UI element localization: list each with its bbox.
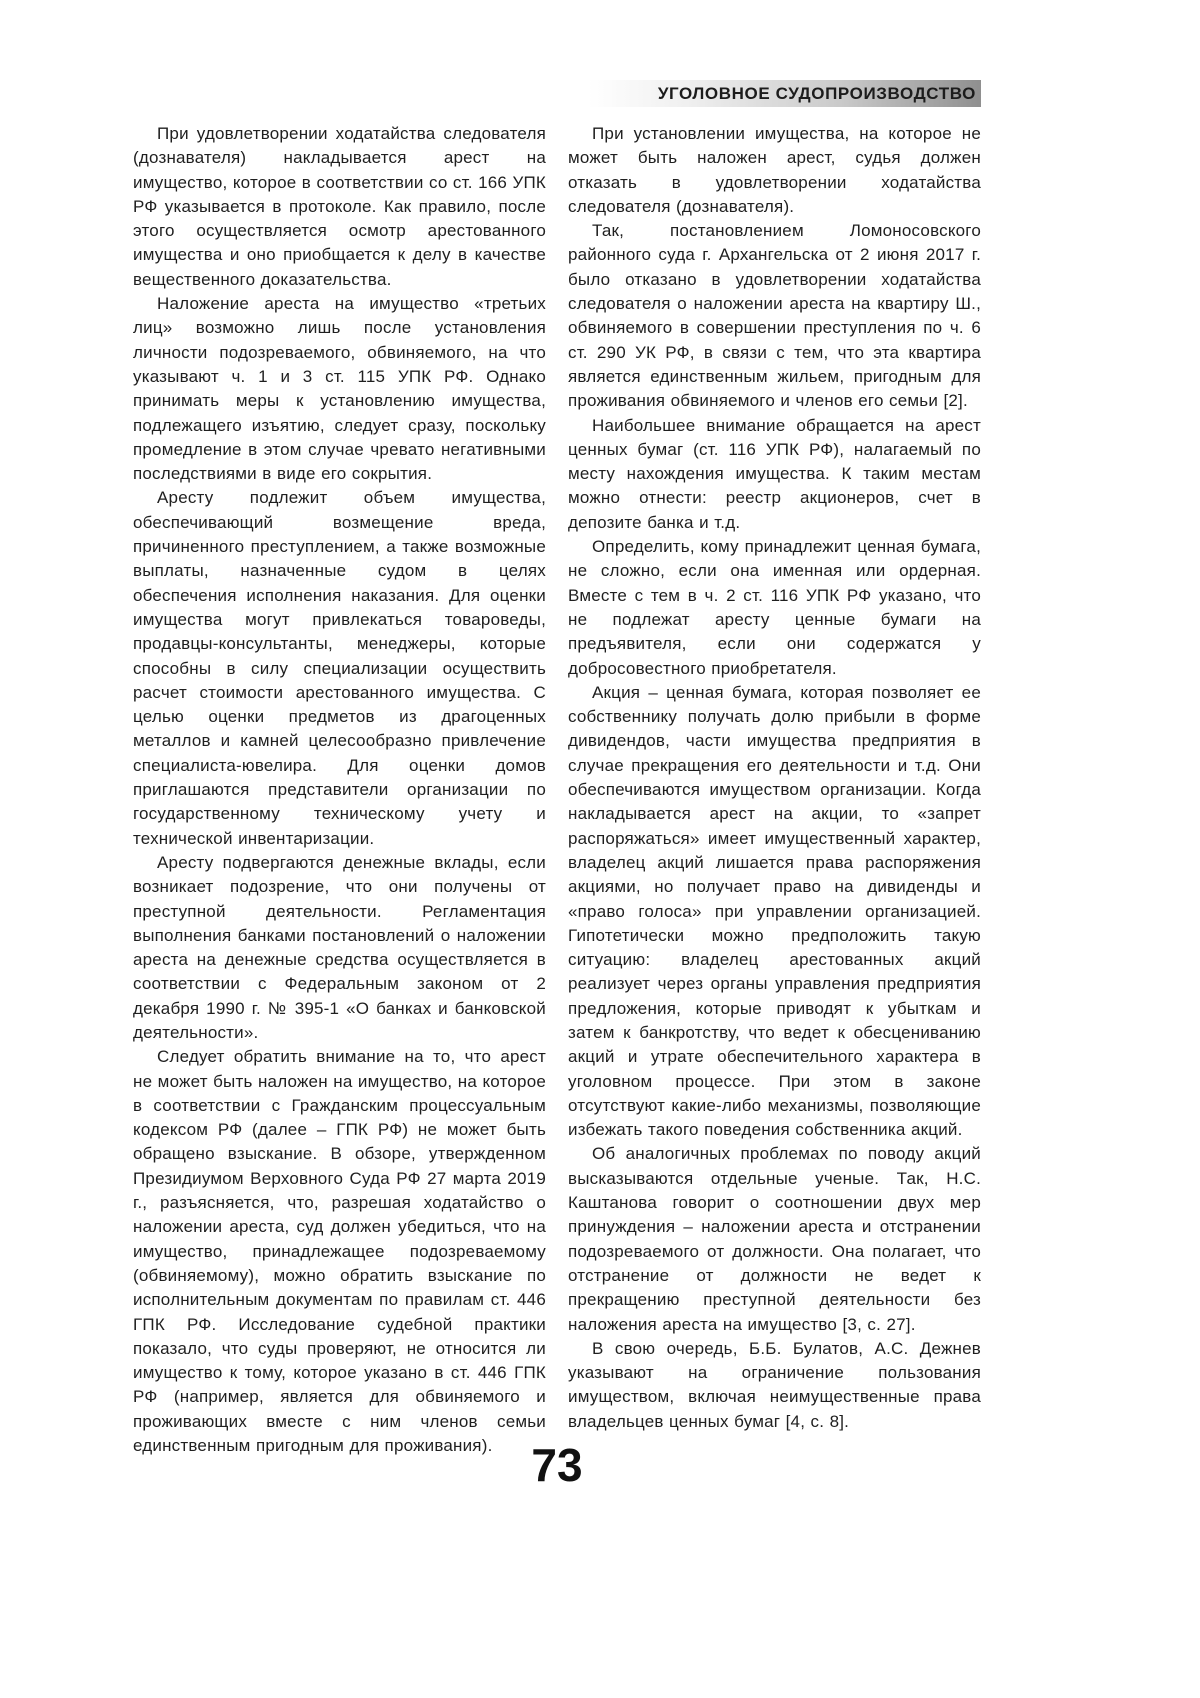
page-number: 73: [531, 1439, 583, 1491]
paragraph: Аресту подлежит объем имущества, обеспечивающий возмещение вреда, причиненного преступлением, а также возможные выплаты, назначенные судом в целях обеспечения исполнения наказания. Для оценки имущества могут привлекаться товароведы, продавцы-консультанты, менеджеры, которые способны в силу специализации осуществить расчет стоимости арестованного имущества. С целью оценки предметов из драгоценных металлов и камней целесообразно привлечение специалиста-ювелира. Для оценки домов приглашаются представители организации по государственному техническому учету и технической инвентаризации.: [133, 488, 546, 848]
paragraph: При установлении имущества, на которое не может быть наложен арест, судья должен отказать в удовлетворении ходатайства следователя (дознавателя).: [568, 124, 981, 216]
paragraph: При удовлетворении ходатайства следователя (дознавателя) накладывается арест на имущество, которое в соответствии со ст. 166 УПК РФ указывается в протоколе. Как правило, после этого осуществляется осмотр арестованного имущества и оно приобщается к делу в качестве вещественного доказательства.: [133, 124, 546, 289]
paragraph: В свою очередь, Б.Б. Булатов, А.С. Дежнев указывают на ограничение пользования имуществом, включая неимущественные права владельцев ценных бумаг [4, с. 8].: [568, 1338, 981, 1431]
paragraph: Следует обратить внимание на то, что арест не может быть наложен на имущество, на которое в соответствии с Гражданским процессуальным кодексом РФ (далее – ГПК РФ) не может быть обращено взыскание. В обзоре, утвержденном Президиумом Верховного Суда РФ 27 марта 2019 г., разъясняется, что, разрешая ходатайство о наложении ареста, суд должен убедиться, что на имущество, принадлежащее подозреваемому (обвиняемому), можно обратить взыскание по исполнительным документам по правилам ст. 446 ГПК РФ. Исследование судебной практики показало, что суды проверяют, не относится ли имущество к тому, которое указано в ст. 446 ГПК РФ (например, является для обвиняемого и проживающих вместе с ним членов семьи единственным пригодным для проживания).: [133, 1047, 546, 1456]
paragraph: Акция – ценная бумага, которая позволяет ее собственнику получать долю прибыли в форме дивидендов, части имущества предприятия в случае прекращения его деятельности и т.д. Они обеспечиваются имуществом организации. Когда накладывается арест на акции, то «запрет распоряжаться» имеет имущественный характер, владелец акций лишается права распоряжения акциями, но получает право на дивиденды и «право голоса» при управлении организацией. Гипотетически можно предположить такую ситуацию: владелец арестованных акций реализует через органы управления предприятия предложения, которые приводят к убыткам и затем к банкротству, что ведет к обесцениванию акций и утрате обеспечительного характера в уголовном процессе. При этом в законе отсутствуют какие-либо механизмы, позволяющие избежать такого поведения собственника акций.: [568, 682, 981, 1140]
paragraph: Об аналогичных проблемах по поводу акций высказываются отдельные ученые. Так, Н.С. Каштанова говорит о соотношении двух мер принуждения – наложении ареста и отстранении подозреваемого от должности. Она полагает, что отстранение от должности не ведет к прекращению преступной деятельности без наложения ареста на имущество [3, с. 27].: [568, 1144, 981, 1334]
right-column: [568, 122, 981, 1434]
paragraph: Аресту подвергаются денежные вклады, если возникает подозрение, что они получены от преступной деятельности. Регламентация выполнения банками постановлений о наложении ареста на денежные средства осуществляется в соответствии с Федеральным законом от 2 декабря 1990 г. № 395-1 «О банках и банковской деятельности».: [133, 852, 546, 1042]
paragraph: Так, постановлением Ломоносовского районного суда г. Архангельска от 2 июня 2017 г. было отказано в удовлетворении ходатайства следователя о наложении ареста на квартиру Ш., обвиняемого в совершении преступления по ч. 6 ст. 290 УК РФ, в связи с тем, что эта квартира является единственным жильем, пригодным для проживания обвиняемого и членов его семьи [2].: [568, 221, 981, 411]
paragraph: Определить, кому принадлежит ценная бумага, не сложно, если она именная или ордерная. Вместе с тем в ч. 2 ст. 116 УПК РФ указано, что не подлежат аресту ценные бумаги на предъявителя, если они содержатся у добросовестного приобретателя.: [568, 537, 981, 678]
left-column: [133, 122, 546, 1458]
paragraph: Наибольшее внимание обращается на арест ценных бумаг (ст. 116 УПК РФ), налагаемый по месту нахождения имущества. К таким местам можно отнести: реестр акционеров, счет в депозите банка и т.д.: [568, 415, 981, 532]
section-header-title: УГОЛОВНОЕ СУДОПРОИЗВОДСТВО: [657, 83, 976, 103]
section-header-bar: [588, 80, 981, 107]
paragraph: Наложение ареста на имущество «третьих лиц» возможно лишь после установления личности подозреваемого, обвиняемого, на что указывают ч. 1 и 3 ст. 115 УПК РФ. Однако принимать меры к установлению имущества, подлежащего изъятию, следует сразу, поскольку промедление в этом случае чревато негативными последствиями в виде его сокрытия.: [133, 294, 546, 484]
